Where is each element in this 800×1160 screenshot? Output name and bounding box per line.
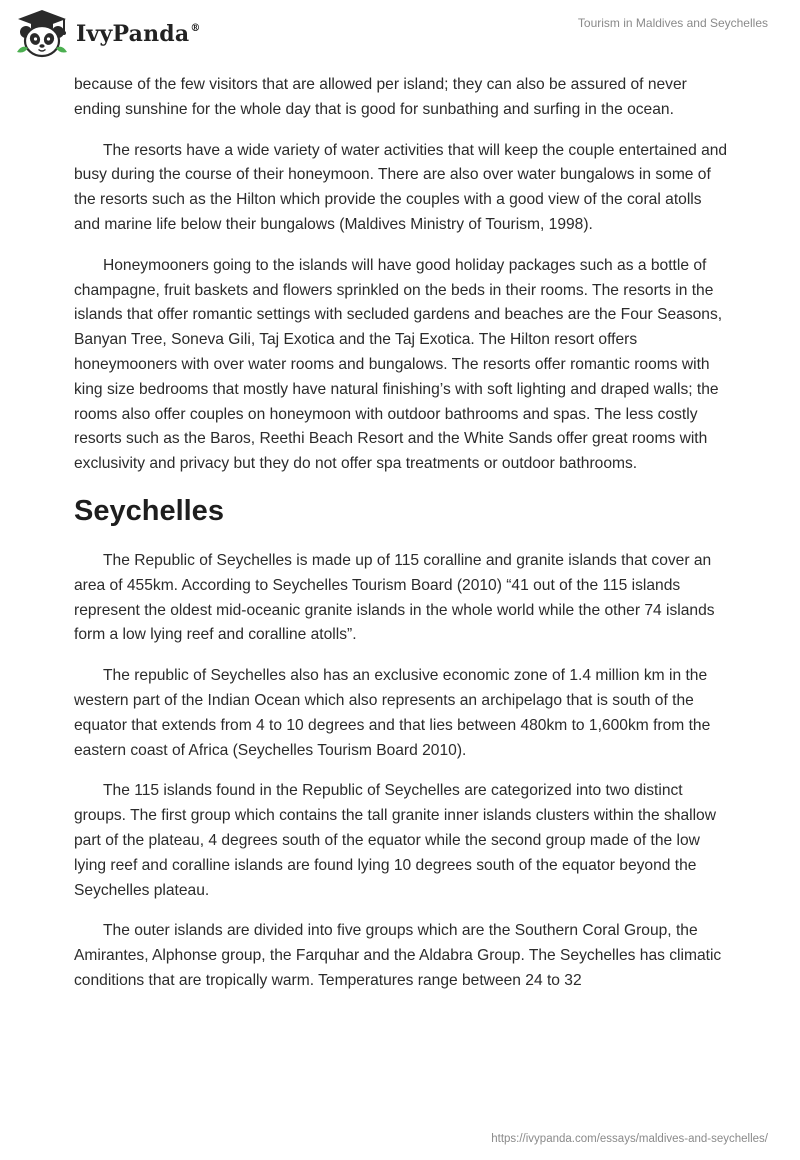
article-body [74,73,729,1010]
paragraph: Honeymooners going to the islands will have good holiday packages such as a bottle of champagne, fruit baskets and flowers sprinkled on the beds in their rooms. The resorts in the islands that offer romantic settings with secluded gardens and beaches are the Four Seasons, Banyan Tree, Soneva Gili, Taj Exotica and the Taj Exotica. The Hilton resort offers honeymooners with over water rooms and bungalows. The resorts offer romantic rooms with king size bedrooms that mostly have natural finishing’s with soft lighting and draped walls; the rooms also offer couples on honeymoon with outdoor bathrooms and spas. The less costly resorts such as the Baros, Reethi Beach Resort and the White Sands offer great rooms with exclusivity and privacy but they do not offer spa treatments or outdoor bathrooms. [74,256,723,473]
paragraph: The outer islands are divided into five groups which are the Southern Coral Group, the Amirantes, Alphonse group, the Farquhar and the Aldabra Group. The Seychelles has climatic conditions that are tropically warm. Temperatures range between 24 to 32 [74,922,722,989]
paragraph: The Republic of Seychelles is made up of 115 coralline and granite islands that cover an area of 455km. According to Seychelles Tourism Board (2010) “41 out of the 115 islands represent the oldest mid-oceanic granite islands in the whole world while the other 74 islands form a low lying reef and coralline atolls”. [74,551,715,644]
paragraph: because of the few visitors that are allowed per island; they can also be assured of never ending sunshine for the whole day that is good for sunbathing and surfing in the ocean. [74,76,687,118]
logo-wordmark: IvyPanda® [76,21,201,47]
panda-graduate-icon [14,8,70,58]
paragraph: The 115 islands found in the Republic of Seychelles are categorized into two distinct groups. The first group which contains the tall granite inner islands clusters within the shallow part of the plateau, 4 degrees south of the equator while the second group made of the low lying reef and coralline islands are found lying 10 degrees south of the equator beyond the Seychelles plateau. [74,782,716,899]
section-heading-seychelles: Seychelles [74,494,224,527]
paragraph: The republic of Seychelles also has an exclusive economic zone of 1.4 million km in the western part of the Indian Ocean which also represents an archipelago that is south of the equator that extends from 4 to 10 degrees and that lies between 480km to 1,600km from the eastern coast of Africa (Seychelles Tourism Board 2010). [74,667,711,759]
ivypanda-logo[interactable] [14,8,201,58]
paragraph: The resorts have a wide variety of water activities that will keep the couple entertained and busy during the course of their honeymoon. There are also over water bungalows in some of the resorts such as the Hilton which provide the couples with a good view of the coral atolls and marine life below their bungalows (Maldives Ministry of Tourism, 1998). [74,141,728,233]
source-url[interactable]: https://ivypanda.com/essays/maldives-and-seychelles/ [491,1133,768,1145]
document-title: Tourism in Maldives and Seychelles [577,16,768,30]
page-header [0,0,800,66]
